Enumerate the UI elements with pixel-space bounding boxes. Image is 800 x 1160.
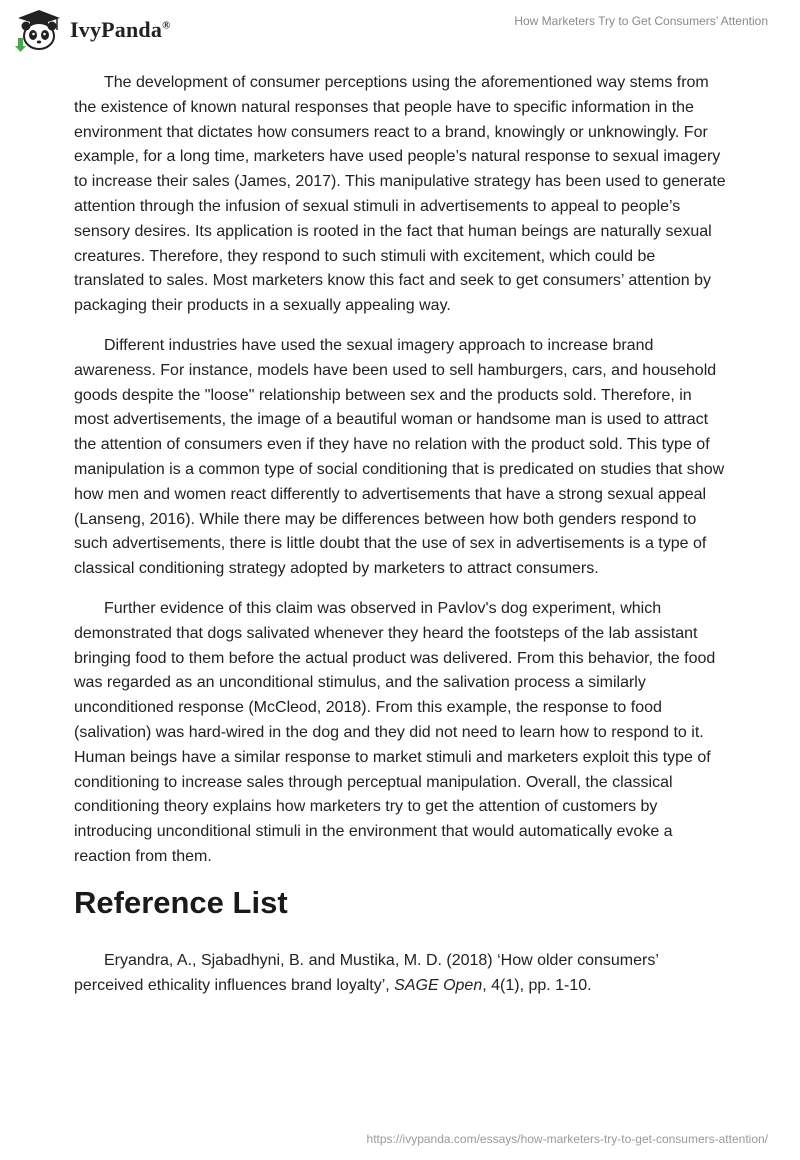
essay-content xyxy=(74,71,726,998)
brand-name: IvyPanda® xyxy=(70,17,171,42)
reference-item xyxy=(74,949,726,999)
reference-text: Eryandra, A., Sjabadhyni, B. and Mustika, M. D. (2018) ‘How older consumers’ perceived ethicality influences brand loyalty’, xyxy=(74,951,659,994)
document-title: How Marketers Try to Get Consumers’ Attention xyxy=(514,14,768,28)
registered-mark: ® xyxy=(162,19,171,32)
body-paragraph: Different industries have used the sexual imagery approach to increase brand awareness. For instance, models have been used to sell hamburgers, cars, and household goods despite the "loose" relationship between sex and the products sold. Therefore, in most advertisements, the image of a beautiful woman or handsome man is used to attract the attention of consumers even if they have no relation with the product sold. This type of manipulation is a common type of social conditioning that is predicated on studies that show how men and women react differently to advertisements that have a strong sexual appeal (Lanseng, 2016). While there may be differences between how both genders respond to such advertisements, there is little doubt that the use of sex in advertisements is a type of classical conditioning strategy adopted by marketers to attract consumers. xyxy=(74,336,725,578)
reference-journal: SAGE Open xyxy=(394,976,483,994)
panda-logo-icon xyxy=(14,8,64,52)
reference-details: , 4(1), pp. 1-10. xyxy=(482,976,592,994)
footer-url[interactable]: https://ivypanda.com/essays/how-marketers-try-to-get-consumers-attention/ xyxy=(366,1132,768,1146)
reference-list-heading: Reference List xyxy=(74,884,288,920)
body-paragraph: The development of consumer perceptions using the aforementioned way stems from the existence of known natural responses that people have to specific information in the environment that dictates how consumers react to a brand, knowingly or unknowingly. For example, for a long time, marketers have used people’s natural response to sexual imagery to increase their sales (James, 2017). This manipulative strategy has been used to generate attention through the infusion of sexual stimuli in advertisements to appeal to people’s sensory desires. Its application is rooted in the fact that human beings are naturally sexual creatures. Therefore, they respond to such stimuli with excitement, which could be translated to sales. Most marketers know this fact and seek to get consumers’ attention by packaging their products in a sexually appealing way. xyxy=(74,74,726,315)
page-header xyxy=(0,0,800,60)
site-logo[interactable] xyxy=(14,8,171,52)
body-paragraph: Further evidence of this claim was observed in Pavlov's dog experiment, which demonstrated that dogs salivated whenever they heard the footsteps of the lab assistant bringing food to them before the actual product was delivered. From this behavior, the food was regarded as an unconditional stimulus, and the salivation process a similarly unconditioned response (McCleod, 2018). From this example, the response to food (salivation) was hard-wired in the dog and they did not need to learn how to respond to it. Human beings have a similar response to market stimuli and marketers exploit this type of conditioning to increase sales through perceptual manipulation. Overall, the classical conditioning theory explains how marketers try to get the attention of customers by introducing unconditional stimuli in the environment that would automatically evoke a reaction from them. xyxy=(74,599,716,865)
